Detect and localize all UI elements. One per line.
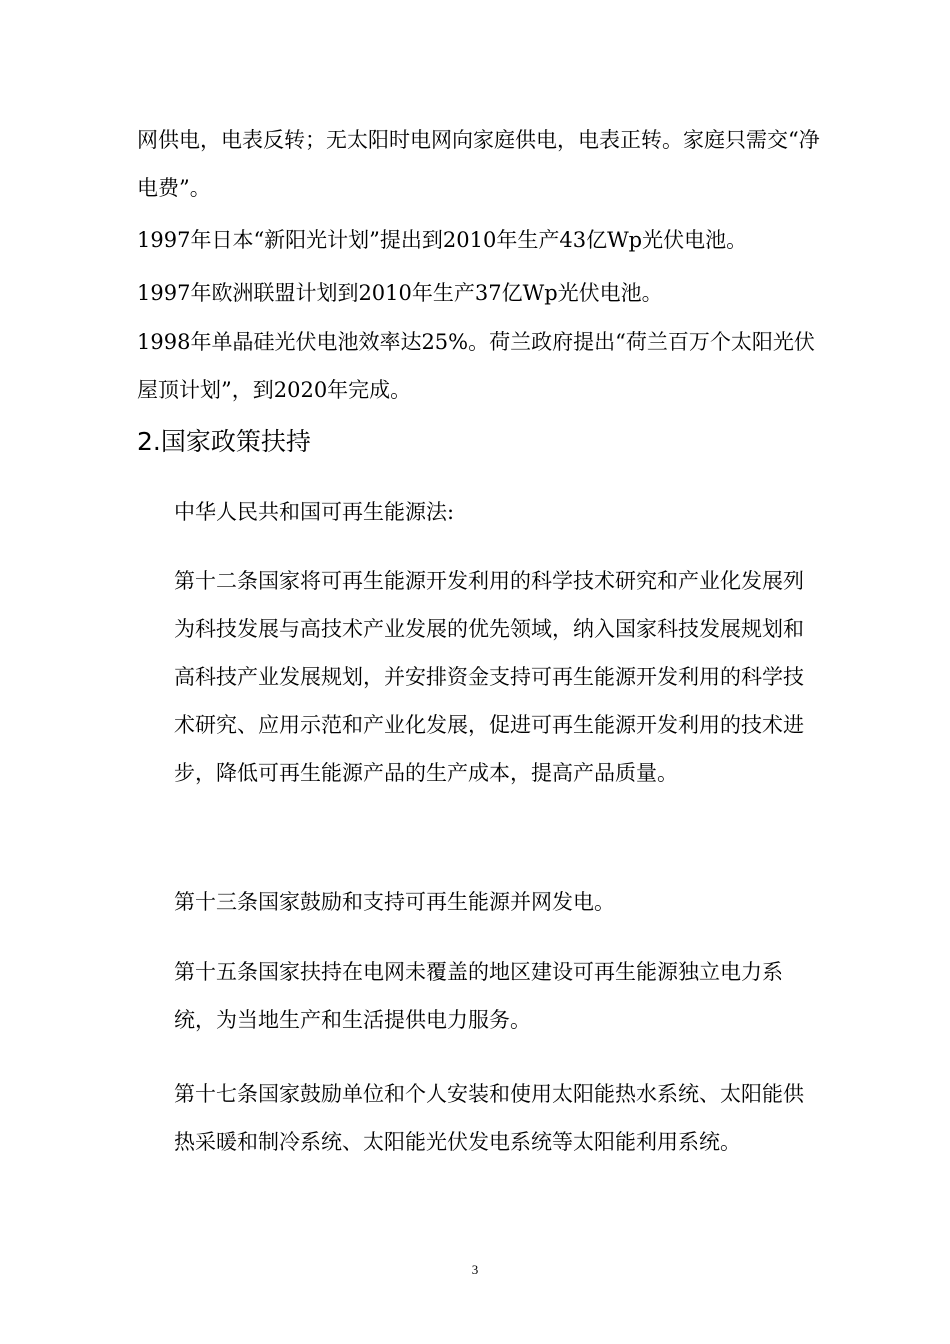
- section-heading: 2.国家政策扶持: [137, 427, 311, 456]
- article-13: 第十三条国家鼓励和支持可再生能源并网发电。: [174, 890, 615, 914]
- page-number: 3: [471, 1262, 479, 1277]
- law-title: 中华人民共和国可再生能源法:: [174, 500, 455, 524]
- paragraph-japan-plan: 1997年日本“新阳光计划”提出到2010年生产43亿Wp光伏电池。: [137, 228, 748, 252]
- paragraph-net-metering: 网供电，电表反转；无太阳时电网向家庭供电，电表正转。家庭只需交“净电费”。: [137, 128, 820, 200]
- paragraph-netherlands-plan: 1998年单晶硅光伏电池效率达25%。荷兰政府提出“荷兰百万个太阳光伏屋顶计划”，到2020年完成。: [137, 330, 815, 402]
- article-12: 第十二条国家将可再生能源开发利用的科学技术研究和产业化发展列为科技发展与高技术产业发展的优先领域，纳入国家科技发展规划和高科技产业发展规划，并安排资金支持可再生能源开发利用的科学技术研究、应用示范和产业化发展，促进可再生能源开发利用的技术进步，降低可再生能源产品的生产成本，提高产品质量。: [174, 569, 804, 785]
- article-17: 第十七条国家鼓励单位和个人安装和使用太阳能热水系统、太阳能供热采暖和制冷系统、太阳能光伏发电系统等太阳能利用系统。: [174, 1082, 804, 1154]
- article-15: 第十五条国家扶持在电网未覆盖的地区建设可再生能源独立电力系统，为当地生产和生活提供电力服务。: [174, 960, 783, 1032]
- paragraph-eu-plan: 1997年欧洲联盟计划到2010年生产37亿Wp光伏电池。: [137, 281, 663, 305]
